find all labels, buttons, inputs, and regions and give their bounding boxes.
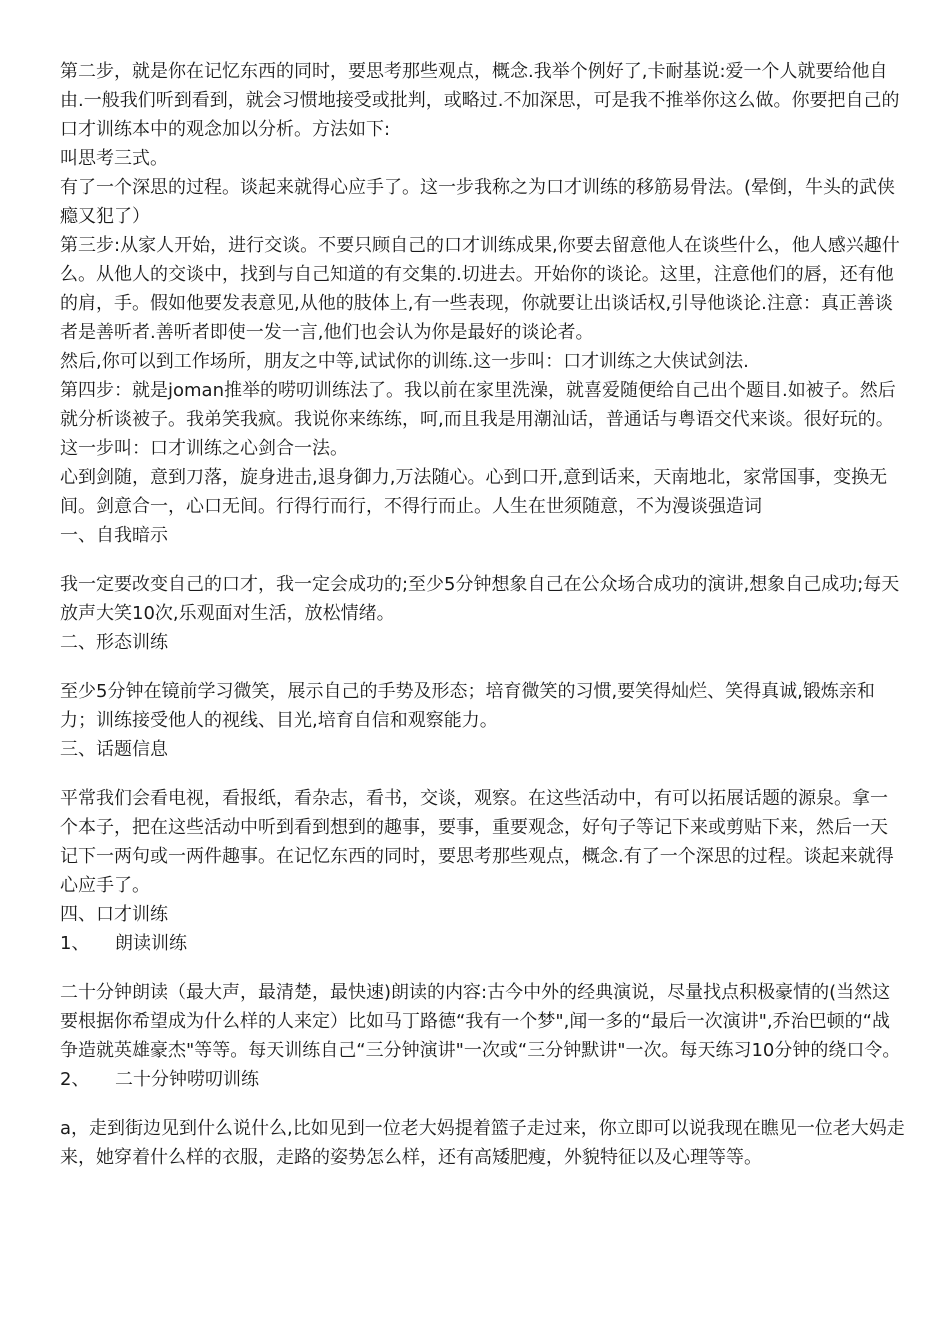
list-item-body-reading: 二十分钟朗读（最大声，最清楚，最快速)朗读的内容:古今中外的经典演说，尽量找点积极豪情的(当然这要根据你希望成为什么样的人来定）比如马丁路德“我有一个梦",闻一多的“最后一次演讲",乔治巴顿的“战争造就英雄豪杰"等等。每天训练自己“三分钟演讲"一次或“三分钟默讲"一次。每天练习10分钟的绕口令。	[60, 982, 901, 1061]
section-heading-posture-training: 二、形态训练	[60, 632, 168, 653]
paragraph-step-three: 第三步:从家人开始，进行交谈。不要只顾自己的口才训练成果,你要去留意他人在谈些什么，他人感兴趣什么。从他人的交谈中，找到与自己知道的有交集的.切进去。开始你的谈论。这里，注意他们的唇，还有他的肩，手。假如他要发表意见,从他的肢体上,有一些表现，你就要让出谈话权,引导他谈论.注意：真正善谈者是善听者.善听者即使一发一言,他们也会认为你是最好的谈论者。	[60, 235, 900, 343]
list-item-body-nagging: a，走到街边见到什么说什么,比如见到一位老大妈提着篮子走过来，你立即可以说我现在瞧见一位老大妈走来，她穿着什么样的衣服，走路的姿势怎么样，还有高矮肥瘦，外貌特征以及心理等等。	[60, 1118, 905, 1168]
list-item-number: 1、	[60, 933, 90, 954]
document-content	[60, 57, 905, 1172]
list-item-number: 2、	[60, 1069, 90, 1090]
list-item-nagging-training	[60, 1065, 905, 1094]
list-item-title: 朗读训练	[115, 933, 187, 954]
paragraph-workplace: 然后,你可以到工作场所，朋友之中等,试试你的训练.这一步叫：口才训练之大侠试剑法.	[60, 351, 749, 372]
list-item-title: 二十分钟唠叨训练	[115, 1069, 259, 1090]
paragraph-deep-thinking: 有了一个深思的过程。谈起来就得心应手了。这一步我称之为口才训练的移筋易骨法。(晕倒，牛头的武侠瘾又犯了）	[60, 177, 896, 227]
paragraph-step-four: 第四步：就是joman推举的唠叨训练法了。我以前在家里洗澡，就喜爱随便给自己出个题目.如被子。然后就分析谈被子。我弟笑我疯。我说你来练练，呵,而且我是用潮汕话，普通话与粤语交代来谈。很好玩的。这一步叫：口才训练之心剑合一法。	[60, 380, 896, 459]
section-body-self-suggestion: 我一定要改变自己的口才，我一定会成功的;至少5分钟想象自己在公众场合成功的演讲,想象自己成功;每天放声大笑10次,乐观面对生活，放松情绪。	[60, 574, 900, 624]
section-heading-self-suggestion: 一、自我暗示	[60, 525, 168, 546]
paragraph-thinking-three: 叫思考三式。	[60, 148, 168, 169]
paragraph-step-two: 第二步，就是你在记忆东西的同时，要思考那些观点，概念.我举个例好了,卡耐基说:爱一个人就要给他自由.一般我们听到看到，就会习惯地接受或批判，或略过.不加深思，可是我不推举你这么做。你要把自己的口才训练本中的观念加以分析。方法如下:	[60, 61, 900, 140]
paragraph-heart-sword: 心到剑随，意到刀落，旋身进击,退身御力,万法随心。心到口开,意到话来，天南地北，家常国事，变换无间。剑意合一，心口无间。行得行而行，不得行而止。人生在世须随意，不为漫谈强造词	[60, 467, 888, 517]
section-heading-topic-info: 三、话题信息	[60, 739, 168, 760]
section-body-posture-training: 至少5分钟在镜前学习微笑，展示自己的手势及形态；培育微笑的习惯,要笑得灿烂、笑得真诚,锻炼亲和力；训练接受他人的视线、目光,培育自信和观察能力。	[60, 681, 875, 731]
section-heading-eloquence-training: 四、口才训练	[60, 904, 168, 925]
section-body-topic-info: 平常我们会看电视，看报纸，看杂志，看书，交谈，观察。在这些活动中，有可以拓展话题的源泉。拿一个本子，把在这些活动中听到看到想到的趣事，要事，重要观念，好句子等记下来或剪贴下来，然后一天记下一两句或一两件趣事。在记忆东西的同时，要思考那些观点，概念.有了一个深思的过程。谈起来就得心应手了。	[60, 788, 894, 896]
list-item-reading-training	[60, 929, 905, 958]
